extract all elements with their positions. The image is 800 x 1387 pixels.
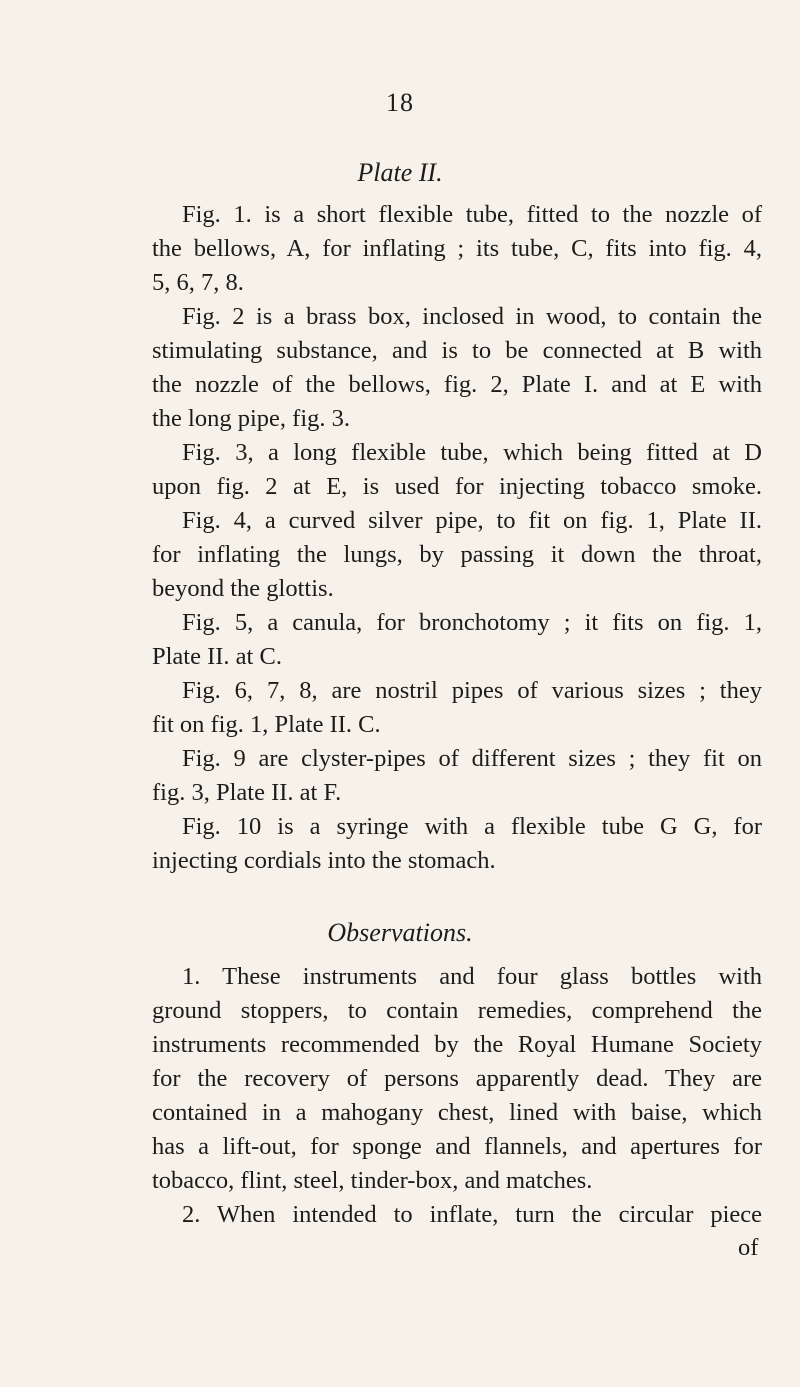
text-line: 5, 6, 7, 8. — [152, 269, 244, 296]
text-line: Plate II. at C. — [152, 643, 282, 670]
text-line: for the recovery of persons apparently dead. They are — [152, 1065, 762, 1092]
observations-heading: Observations. — [327, 918, 473, 947]
text-line: stimulating substance, and is to be connected at B with — [152, 337, 762, 364]
text-line: the nozzle of the bellows, fig. 2, Plate I. and at E with — [152, 371, 762, 398]
page-number: 18 — [386, 88, 414, 117]
text-line: beyond the glottis. — [152, 575, 334, 602]
text-line: contained in a mahogany chest, lined with baise, which — [152, 1099, 762, 1126]
text-line: for inflating the lungs, by passing it down the throat, — [152, 541, 762, 568]
text-line: has a lift-out, for sponge and flannels, and apertures for — [152, 1133, 762, 1160]
text-line: the bellows, A, for inflating ; its tube, C, fits into fig. 4, — [152, 235, 762, 262]
catchword: of — [738, 1234, 759, 1261]
text-line: Fig. 1. is a short flexible tube, fitted to the nozzle of — [182, 201, 762, 228]
text-line: Fig. 9 are clyster-pipes of different sizes ; they fit on — [182, 745, 762, 772]
text-line: fit on fig. 1, Plate II. C. — [152, 711, 381, 738]
text-line: Fig. 6, 7, 8, are nostril pipes of various sizes ; they — [182, 677, 762, 704]
text-line: Fig. 2 is a brass box, inclosed in wood, to contain the — [182, 303, 762, 330]
text-line: instruments recommended by the Royal Humane Society — [152, 1031, 762, 1058]
text-line: Fig. 5, a canula, for bronchotomy ; it fits on fig. 1, — [182, 609, 762, 636]
text-line: tobacco, flint, steel, tinder-box, and matches. — [152, 1167, 593, 1194]
text-line: 1. These instruments and four glass bottles with — [182, 963, 762, 990]
text-line: upon fig. 2 at E, is used for injecting tobacco smoke. — [152, 473, 762, 500]
plate-heading: Plate II. — [357, 158, 443, 187]
text-line: 2. When intended to inflate, turn the circular piece — [182, 1201, 762, 1228]
text-line: injecting cordials into the stomach. — [152, 847, 496, 874]
text-line: Fig. 3, a long flexible tube, which being fitted at D — [182, 439, 762, 466]
text-line: fig. 3, Plate II. at F. — [152, 779, 342, 806]
text-line: Fig. 4, a curved silver pipe, to fit on fig. 1, Plate II. — [182, 507, 762, 534]
text-line: ground stoppers, to contain remedies, comprehend the — [152, 997, 762, 1024]
text-line: the long pipe, fig. 3. — [152, 405, 351, 432]
text-line: Fig. 10 is a syringe with a flexible tube G G, for — [182, 813, 762, 840]
